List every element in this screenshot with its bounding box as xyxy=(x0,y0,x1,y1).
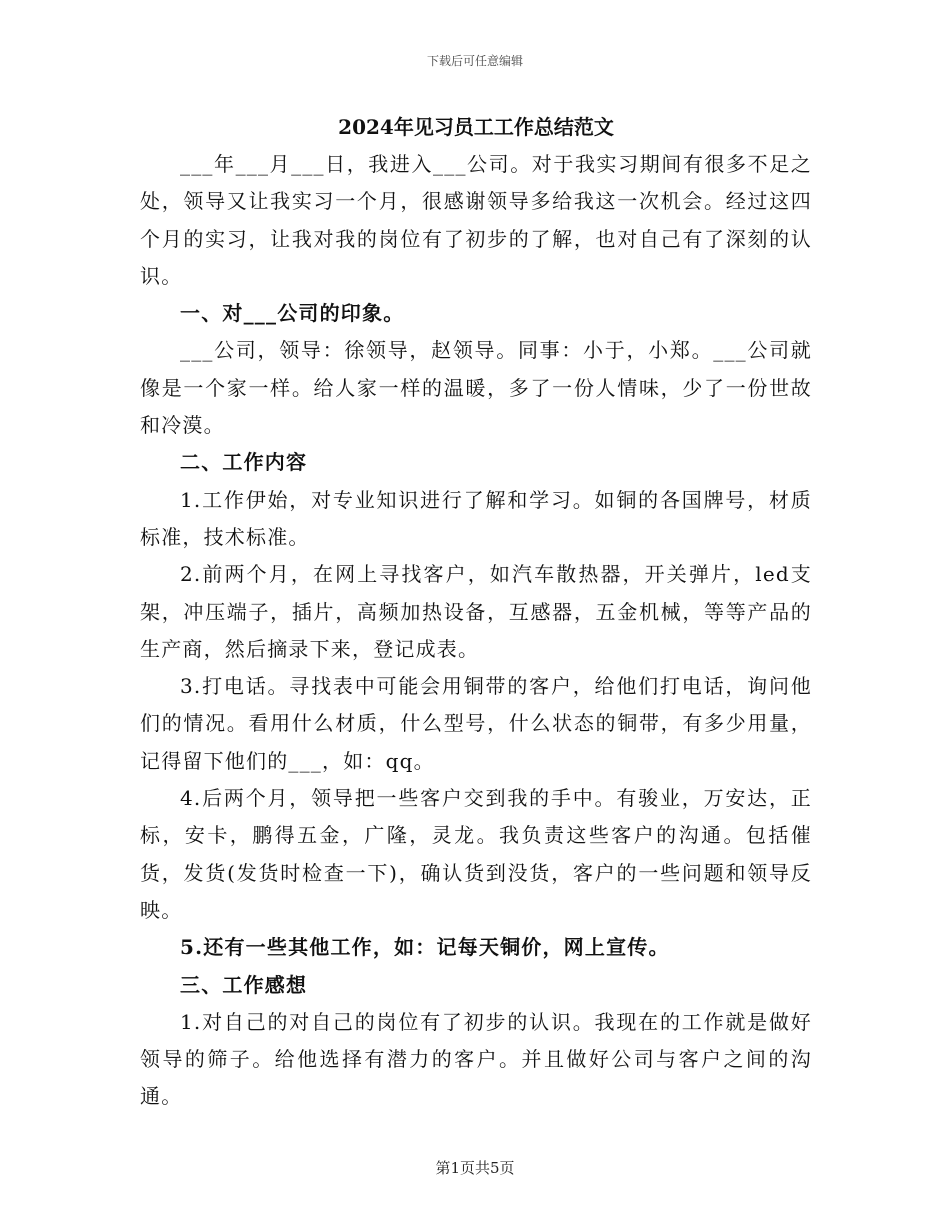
page-number-footer: 第1页共5页 xyxy=(435,1159,515,1177)
document-body xyxy=(140,112,812,1116)
section-heading-impression: 一、对___公司的印象。 xyxy=(180,301,405,326)
paragraph-reflection-1: 1.对自己的对自己的岗位有了初步的认识。我现在的工作就是做好领导的筛子。给他选择有潜力的客户。并且做好公司与客户之间的沟通。 xyxy=(140,1009,812,1109)
paragraph-item-4: 4.后两个月，领导把一些客户交到我的手中。有骏业，万安达，正标，安卡，鹏得五金，广隆，灵龙。我负责这些客户的沟通。包括催货，发货(发货时检查一下)，确认货到没货，客户的一些问题和领导反映。 xyxy=(140,786,812,922)
section-heading-work-content: 二、工作内容 xyxy=(180,450,308,475)
paragraph-intro: ___年___月___日，我进入___公司。对于我实习期间有很多不足之处，领导又让我实习一个月，很感谢领导多给我这一次机会。经过这四个月的实习，让我对我的岗位有了初步的了解，也对自己有了深刻的认识。 xyxy=(140,152,812,288)
paragraph-item-1: 1.工作伊始，对专业知识进行了解和学习。如铜的各国牌号，材质标准，技术标准。 xyxy=(140,487,812,549)
document-title: 2024年见习员工工作总结范文 xyxy=(338,115,614,139)
paragraph-item-2: 2.前两个月，在网上寻找客户，如汽车散热器，开关弹片，led支架，冲压端子，插片，高频加热设备，互感器，五金机械，等等产品的生产商，然后摘录下来，登记成表。 xyxy=(140,562,812,661)
paragraph-item-3: 3.打电话。寻找表中可能会用铜带的客户，给他们打电话，询问他们的情况。看用什么材质，什么型号，什么状态的铜带，有多少用量，记得留下他们的___，如：qq。 xyxy=(140,674,812,773)
paragraph-company: ___公司，领导：徐领导，赵领导。同事：小于，小郑。___公司就像是一个家一样。给人家一样的温暖，多了一份人情味，少了一份世故和冷漠。 xyxy=(140,338,812,438)
section-heading-reflections: 三、工作感想 xyxy=(180,972,308,997)
page-header-note: 下载后可任意编辑 xyxy=(426,54,523,68)
paragraph-item-5: 5.还有一些其他工作，如：记每天铜价，网上宣传。 xyxy=(180,935,670,960)
